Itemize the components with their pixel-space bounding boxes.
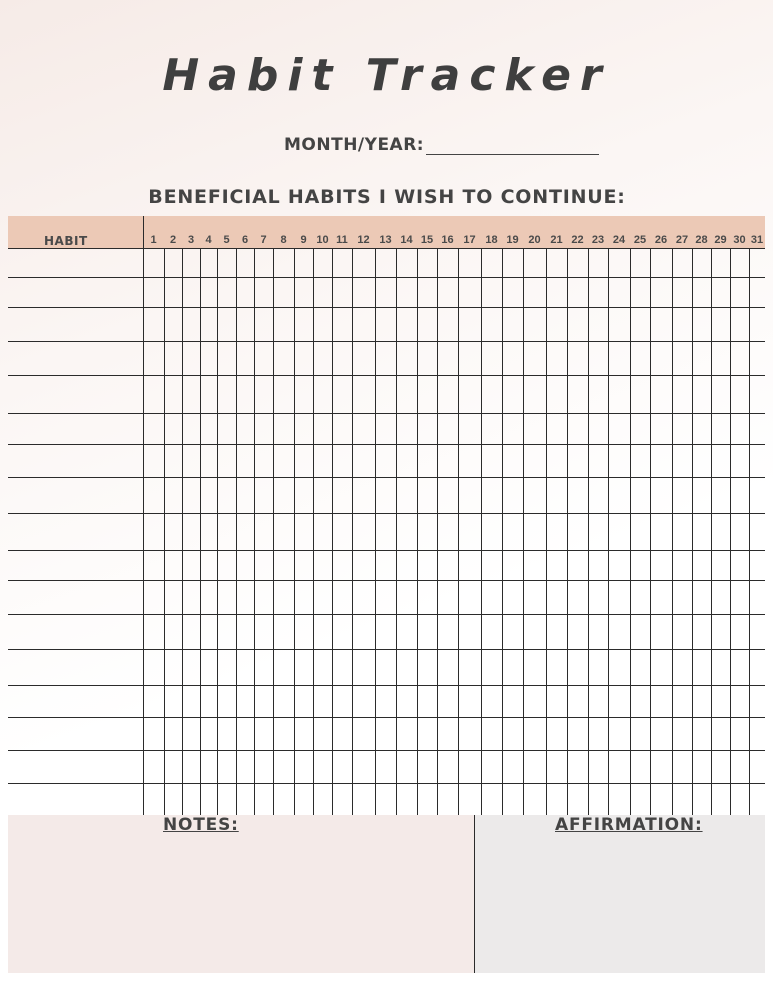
- day-column-line: [567, 248, 568, 815]
- day-column-line: [236, 248, 237, 815]
- day-column-line: [200, 248, 201, 815]
- day-column-line: [608, 248, 609, 815]
- day-header-12: 12: [357, 234, 370, 246]
- day-header-30: 30: [733, 234, 746, 246]
- day-header-14: 14: [400, 234, 413, 246]
- day-column-line: [313, 248, 314, 815]
- box-divider: [474, 815, 475, 973]
- day-header-11: 11: [336, 234, 348, 246]
- day-column-line: [730, 248, 731, 815]
- day-header-17: 17: [463, 234, 476, 246]
- notes-title: NOTES:: [163, 815, 239, 835]
- section-subtitle: BENEFICIAL HABITS I WISH TO CONTINUE:: [148, 186, 626, 208]
- habit-name-cell[interactable]: [8, 308, 142, 341]
- day-column-line: [672, 248, 673, 815]
- habit-name-cell[interactable]: [8, 278, 142, 307]
- day-header-4: 4: [205, 234, 212, 246]
- day-header-23: 23: [591, 234, 605, 246]
- habit-name-cell[interactable]: [8, 249, 142, 277]
- day-column-line: [630, 248, 631, 815]
- day-header-6: 6: [241, 234, 249, 246]
- day-column-line: [164, 248, 165, 815]
- day-column-line: [332, 248, 333, 815]
- habit-column-header: HABIT: [44, 234, 88, 248]
- habit-name-cell[interactable]: [8, 514, 142, 550]
- habit-name-cell[interactable]: [8, 686, 142, 717]
- day-column-line: [523, 248, 524, 815]
- habit-name-cell[interactable]: [8, 718, 142, 750]
- day-header-16: 16: [441, 234, 454, 246]
- day-column-line: [437, 248, 438, 815]
- affirmation-title: AFFIRMATION:: [555, 815, 703, 835]
- day-column-line: [254, 248, 255, 815]
- habit-grid: [8, 216, 765, 815]
- day-header-24: 24: [612, 234, 626, 246]
- month-year-label: MONTH/YEAR:: [284, 135, 425, 155]
- day-header-25: 25: [633, 234, 647, 246]
- month-year-blank-line[interactable]: [426, 136, 599, 155]
- habit-name-cell[interactable]: [8, 342, 142, 375]
- habit-name-cell[interactable]: [8, 445, 142, 477]
- day-header-20: 20: [528, 234, 541, 246]
- day-column-line: [458, 248, 459, 815]
- day-column-line: [217, 248, 218, 815]
- habit-name-cell[interactable]: [8, 751, 142, 783]
- day-header-29: 29: [714, 234, 727, 246]
- habit-name-cell[interactable]: [8, 784, 142, 815]
- day-header-26: 26: [654, 234, 668, 246]
- habit-name-cell[interactable]: [8, 551, 142, 580]
- day-header-18: 18: [485, 234, 498, 246]
- day-column-line: [692, 248, 693, 815]
- habit-column-divider: [143, 216, 144, 815]
- day-header-3: 3: [187, 234, 195, 246]
- day-column-line: [588, 248, 589, 815]
- day-column-line: [375, 248, 376, 815]
- day-column-line: [481, 248, 482, 815]
- day-header-2: 2: [169, 234, 177, 246]
- day-column-line: [182, 248, 183, 815]
- day-column-line: [502, 248, 503, 815]
- notes-box[interactable]: [8, 815, 474, 973]
- day-header-31: 31: [750, 234, 764, 246]
- day-column-line: [546, 248, 547, 815]
- day-header-21: 21: [550, 234, 563, 246]
- day-header-5: 5: [223, 234, 230, 246]
- day-column-line: [273, 248, 274, 815]
- day-header-7: 7: [260, 234, 267, 246]
- day-header-10: 10: [316, 234, 329, 246]
- day-header-13: 13: [379, 234, 392, 246]
- day-column-line: [711, 248, 712, 815]
- habit-name-cell[interactable]: [8, 650, 142, 685]
- day-header-1: 1: [150, 234, 157, 246]
- day-header-28: 28: [695, 234, 708, 246]
- habit-name-cell[interactable]: [8, 414, 142, 444]
- day-header-8: 8: [280, 234, 287, 246]
- habit-name-cell[interactable]: [8, 615, 142, 649]
- habit-name-cell[interactable]: [8, 376, 142, 413]
- habit-name-cell[interactable]: [8, 478, 142, 513]
- day-column-line: [749, 248, 750, 815]
- month-year-field[interactable]: [284, 135, 599, 155]
- page-title: Habit Tracker: [162, 50, 611, 101]
- day-column-line: [417, 248, 418, 815]
- day-header-15: 15: [420, 234, 434, 246]
- day-column-line: [294, 248, 295, 815]
- affirmation-box[interactable]: [475, 815, 765, 973]
- day-column-line: [650, 248, 651, 815]
- day-column-line: [352, 248, 353, 815]
- day-column-line: [396, 248, 397, 815]
- day-header-19: 19: [506, 234, 519, 246]
- day-header-9: 9: [300, 234, 307, 246]
- day-header-27: 27: [675, 234, 689, 246]
- day-header-22: 22: [571, 234, 584, 246]
- habit-name-cell[interactable]: [8, 581, 142, 614]
